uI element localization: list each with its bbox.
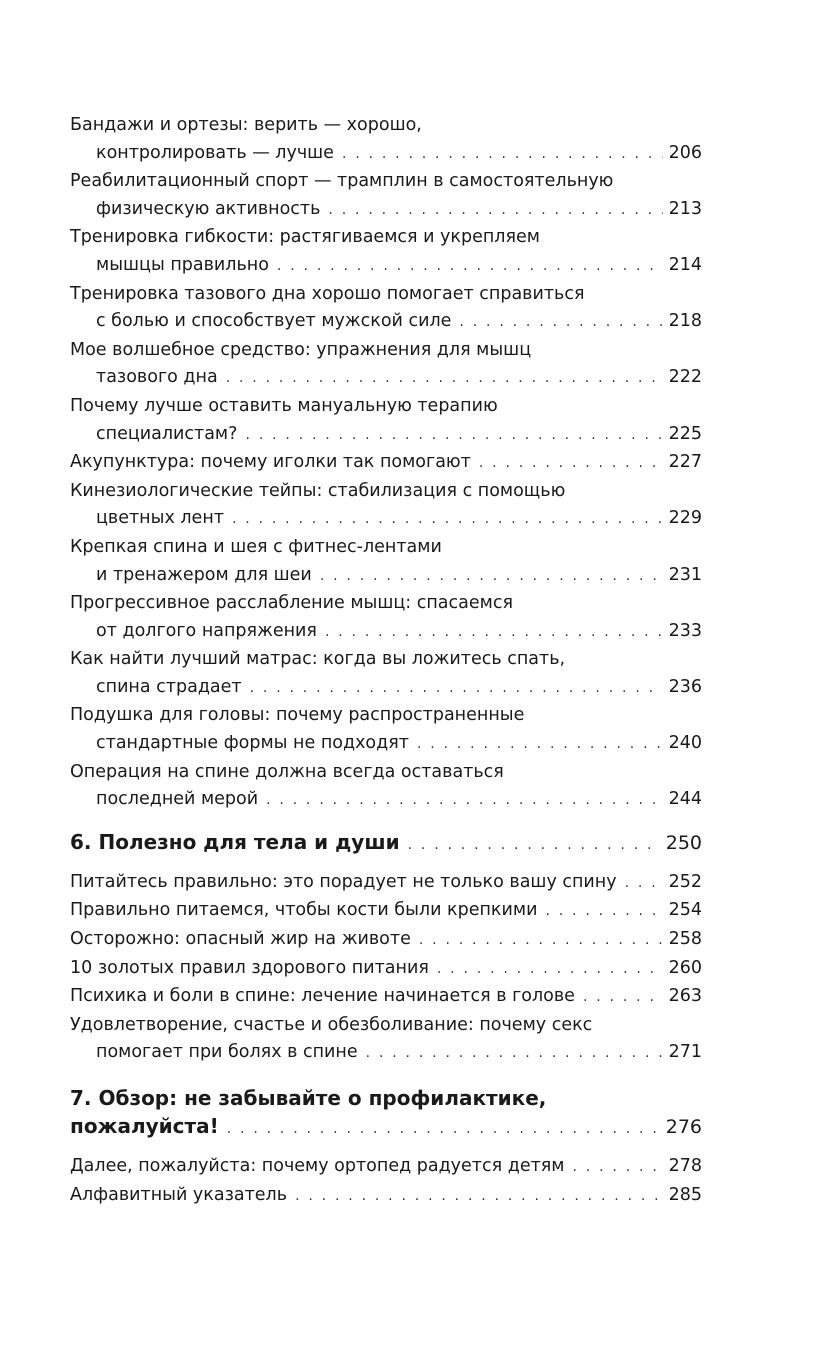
toc-entry[interactable] xyxy=(70,168,702,224)
toc-entry[interactable] xyxy=(70,449,702,478)
chapter-title: 6. Полезно для тела и души xyxy=(70,829,400,854)
toc-entry[interactable] xyxy=(70,534,702,590)
toc-entry-title-line1: Почему лучше оставить мануальную терапию xyxy=(70,395,498,416)
dot-leader xyxy=(408,831,660,859)
dot-leader xyxy=(583,984,663,1012)
dot-leader xyxy=(295,1183,663,1211)
toc-entry-title-line1: Операция на спине должна всегда оставаться xyxy=(70,761,504,782)
toc-entry[interactable] xyxy=(70,224,702,280)
dot-leader xyxy=(342,141,663,169)
toc-entry-page-number: 206 xyxy=(668,142,702,163)
dot-leader xyxy=(479,450,663,478)
toc-entry-page-number: 258 xyxy=(668,929,702,950)
toc-entry-title-line2: и тренажером для шеи xyxy=(96,564,312,585)
toc-entry[interactable] xyxy=(70,1182,702,1211)
toc-entry[interactable] xyxy=(70,702,702,758)
toc-entry[interactable] xyxy=(70,926,702,955)
toc-section-chapter-7 xyxy=(70,1084,702,1210)
toc-entry-title-line2: спина страдает xyxy=(96,676,242,697)
toc-entry-title-line1: Тренировка гибкости: растягиваемся и укрепляем xyxy=(70,227,540,248)
toc-entry-page-number: 254 xyxy=(668,900,702,921)
dot-leader xyxy=(320,563,663,591)
toc-entry-title: Правильно питаемся, чтобы кости были крепкими xyxy=(70,900,538,921)
table-of-contents xyxy=(70,112,702,1210)
toc-entry[interactable] xyxy=(70,983,702,1012)
toc-entry-title-line2: стандартные формы не подходят xyxy=(96,733,409,754)
toc-entry-title-line2: физическую активность xyxy=(96,198,321,219)
toc-entry-title-line1: Как найти лучший матрас: когда вы ложитесь спать, xyxy=(70,649,566,670)
toc-entry-title-line2: специалистам? xyxy=(96,423,238,444)
toc-entry-title-line1: Удовлетворение, счастье и обезболивание: почему секс xyxy=(70,1014,593,1035)
toc-chapter-heading[interactable] xyxy=(70,828,702,859)
toc-entry-title-line1: Крепкая спина и шея с фитнес-лентами xyxy=(70,536,442,557)
toc-entry-page-number: 285 xyxy=(668,1184,702,1205)
toc-entry[interactable] xyxy=(70,1012,702,1068)
chapter-title-line1: 7. Обзор: не забывайте о профилактике, xyxy=(70,1086,547,1110)
toc-entry-title-line1: Прогрессивное расслабление мышц: спасаемся xyxy=(70,593,513,614)
toc-entry-title-line1: Кинезиологические тейпы: стабилизация с помощью xyxy=(70,480,566,501)
toc-entry-title: Акупунктура: почему иголки так помогают xyxy=(70,452,471,473)
toc-section-continued xyxy=(70,112,702,815)
chapter-title-line2: пожалуйста! xyxy=(70,1114,219,1138)
toc-entry-page-number: 218 xyxy=(668,311,702,332)
toc-entry[interactable] xyxy=(70,112,702,168)
toc-entry-title-line2: с болью и способствует мужской силе xyxy=(96,311,452,332)
toc-entry-title: Далее, пожалуйста: почему ортопед радуется детям xyxy=(70,1156,565,1176)
dot-leader xyxy=(232,506,663,534)
toc-entry-title-line1: Реабилитационный спорт — трамплин в самостоятельную xyxy=(70,171,614,192)
toc-entry-page-number: 278 xyxy=(668,1156,702,1176)
dot-leader xyxy=(625,870,663,898)
toc-entry[interactable] xyxy=(70,1153,702,1182)
toc-entry-title-line1: Тренировка тазового дна хорошо помогает справиться xyxy=(70,283,585,304)
toc-entry-page-number: 236 xyxy=(668,676,702,697)
toc-entry-title-line1: Бандажи и ортезы: верить — хорошо, xyxy=(70,115,422,135)
toc-entry-page-number: 271 xyxy=(668,1042,702,1063)
dot-leader xyxy=(227,1115,660,1143)
dot-leader xyxy=(437,956,663,984)
dot-leader xyxy=(573,1154,663,1182)
dot-leader xyxy=(545,898,662,926)
toc-section-chapter-6 xyxy=(70,828,702,1068)
toc-entry-page-number: 225 xyxy=(668,423,702,444)
toc-entry-page-number: 240 xyxy=(668,733,702,754)
dot-leader xyxy=(325,619,663,647)
toc-entry-page-number: 213 xyxy=(668,198,702,219)
toc-entry[interactable] xyxy=(70,590,702,646)
toc-entry-title-line2: помогает при болях в спине xyxy=(96,1042,358,1063)
toc-entry-title-line2: контролировать — лучше xyxy=(96,142,334,163)
toc-entry[interactable] xyxy=(70,478,702,534)
chapter-page-number: 276 xyxy=(665,1116,702,1138)
toc-entry-title-line2: мышцы правильно xyxy=(96,254,269,275)
toc-entry-page-number: 231 xyxy=(668,564,702,585)
toc-entry-title: Осторожно: опасный жир на животе xyxy=(70,929,411,950)
dot-leader xyxy=(417,731,663,759)
dot-leader xyxy=(250,675,663,703)
dot-leader xyxy=(328,197,662,225)
chapter-page-number: 250 xyxy=(665,831,702,854)
toc-entry-title-line1: Подушка для головы: почему распространенные xyxy=(70,705,525,726)
toc-entry-page-number: 252 xyxy=(668,871,702,892)
dot-leader xyxy=(277,253,663,281)
toc-entry[interactable] xyxy=(70,869,702,898)
toc-entry[interactable] xyxy=(70,955,702,984)
toc-entry[interactable] xyxy=(70,759,702,815)
dot-leader xyxy=(459,309,662,337)
toc-entry-title: Психика и боли в спине: лечение начинается в голове xyxy=(70,986,575,1007)
toc-entry[interactable] xyxy=(70,393,702,449)
toc-entry-title-line1: Мое волшебное средство: упражнения для мышц xyxy=(70,339,532,360)
toc-entry-title: Алфавитный указатель xyxy=(70,1184,288,1205)
toc-entry-page-number: 260 xyxy=(668,957,702,978)
toc-entry[interactable] xyxy=(70,897,702,926)
toc-entry-title: Питайтесь правильно: это порадует не только вашу спину xyxy=(70,871,617,892)
dot-leader xyxy=(266,787,662,815)
toc-entry-title-line2: от долгого напряжения xyxy=(96,620,317,641)
toc-entry-page-number: 229 xyxy=(668,508,702,529)
toc-entry-title: 10 золотых правил здорового питания xyxy=(70,957,429,978)
toc-entry[interactable] xyxy=(70,646,702,702)
toc-entry-title-line2: цветных лент xyxy=(96,508,224,529)
toc-entry-page-number: 222 xyxy=(668,367,702,388)
toc-entry-page-number: 263 xyxy=(668,986,702,1007)
toc-entry-title-line2: тазового дна xyxy=(96,367,218,388)
toc-entry-page-number: 244 xyxy=(668,789,702,810)
toc-entry[interactable] xyxy=(70,281,702,337)
dot-leader xyxy=(419,927,663,955)
toc-entry[interactable] xyxy=(70,337,702,393)
toc-chapter-heading[interactable] xyxy=(70,1084,702,1143)
toc-entry-page-number: 214 xyxy=(668,254,702,275)
toc-entry-title-line2: последней мерой xyxy=(96,789,259,810)
toc-entry-page-number: 233 xyxy=(668,620,702,641)
toc-entry-page-number: 227 xyxy=(668,452,702,473)
dot-leader xyxy=(226,365,663,393)
dot-leader xyxy=(366,1040,663,1068)
dot-leader xyxy=(245,422,662,450)
